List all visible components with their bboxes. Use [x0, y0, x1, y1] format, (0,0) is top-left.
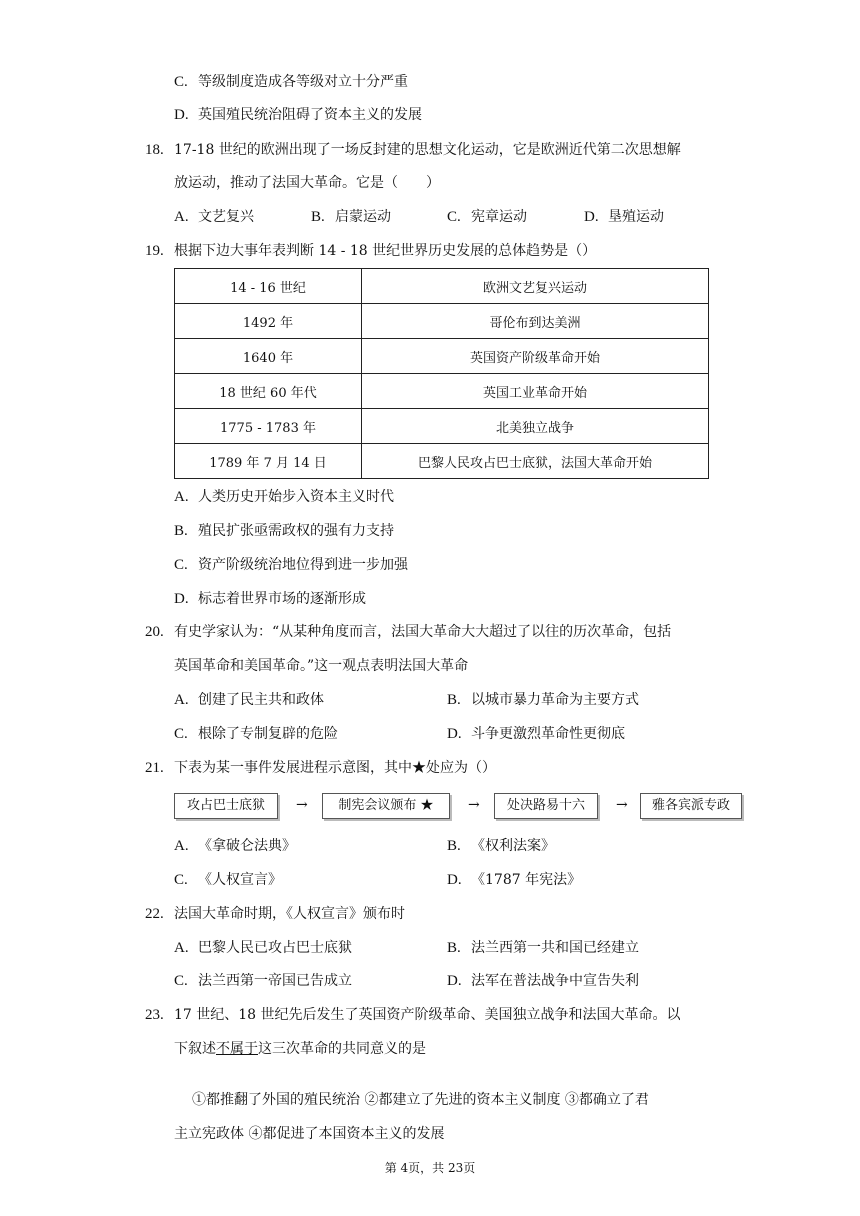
option-text: 斗争更激烈革命性更彻底 [471, 726, 625, 742]
q23-stem-line1: 17 世纪、18 世纪先后发生了英国资产阶级革命、美国独立战争和法国大革命。以 [174, 1007, 681, 1023]
option-text: 《1787 年宪法》 [471, 872, 582, 888]
q23-items-line1: ①都推翻了外国的殖民统治 ②都建立了先进的资本主义制度 ③都确立了君 [192, 1092, 649, 1108]
option-label: B. [447, 692, 461, 708]
option-text: 以城市暴力革命为主要方式 [471, 692, 639, 708]
option-text: 《拿破仑法典》 [198, 838, 296, 854]
q21-option-b [447, 836, 555, 856]
option-label: B. [174, 523, 188, 539]
q20-option-a [174, 690, 324, 710]
option-text: 《人权宣言》 [198, 872, 282, 888]
q19-number: 19. [145, 243, 164, 259]
table-cell-date: 1492 年 [175, 304, 362, 339]
option-label: C. [174, 872, 188, 888]
table-cell-date: 1775 - 1783 年 [175, 409, 362, 444]
stem-text: 下叙述 [174, 1041, 216, 1057]
q17-option-c [174, 72, 408, 92]
q18-option-c [447, 207, 527, 227]
page-footer: 第 4页，共 23页 [384, 1161, 476, 1175]
option-text: 资产阶级统治地位得到进一步加强 [198, 557, 408, 573]
option-text: 英国殖民统治阻碍了资本主义的发展 [198, 107, 422, 123]
flow-step-3: 处决路易十六 [494, 793, 598, 819]
option-text: 法兰西第一帝国已告成立 [198, 973, 352, 989]
option-text: 人类历史开始步入资本主义时代 [198, 489, 394, 505]
table-cell-date: 14 - 16 世纪 [175, 269, 362, 304]
q20-option-c [174, 724, 338, 744]
table-cell-date: 1789 年 7 月 14 日 [175, 444, 362, 479]
option-text: 宪章运动 [471, 209, 527, 225]
q21-option-a [174, 836, 296, 856]
option-label: C. [174, 74, 188, 90]
table-row [175, 339, 709, 374]
q21-option-d [447, 870, 581, 890]
option-text: 《权利法案》 [471, 838, 555, 854]
q23-stem-line2 [174, 1039, 426, 1059]
flow-arrow-icon: → [616, 797, 628, 813]
option-label: D. [447, 726, 462, 742]
option-label: D. [447, 872, 462, 888]
q20-number: 20. [145, 624, 164, 640]
option-label: A. [174, 940, 189, 956]
flow-step-1: 攻占巴士底狱 [174, 793, 278, 819]
q21-option-c [174, 870, 282, 890]
q20-option-d [447, 724, 625, 744]
option-label: C. [447, 209, 461, 225]
events-table [174, 268, 709, 479]
table-cell-date: 18 世纪 60 年代 [175, 374, 362, 409]
table-cell-event: 北美独立战争 [362, 409, 709, 444]
option-label: D. [447, 973, 462, 989]
option-label: D. [584, 209, 599, 225]
q22-option-d [447, 971, 639, 991]
option-text: 创建了民主共和政体 [198, 692, 324, 708]
q19-stem: 根据下边大事年表判断 14 - 18 世纪世界历史发展的总体趋势是（） [174, 243, 597, 259]
table-cell-event: 欧洲文艺复兴运动 [362, 269, 709, 304]
option-text: 巴黎人民已攻占巴士底狱 [198, 940, 352, 956]
option-text: 等级制度造成各等级对立十分严重 [198, 74, 408, 90]
table-cell-event: 英国资产阶级革命开始 [362, 339, 709, 374]
option-label: A. [174, 489, 189, 505]
stem-text: 这三次革命的共同意义的是 [258, 1041, 426, 1057]
q22-option-c [174, 971, 352, 991]
q17-option-d [174, 105, 422, 125]
q19-option-a [174, 487, 394, 507]
table-cell-date: 1640 年 [175, 339, 362, 374]
option-label: D. [174, 107, 189, 123]
q23-items-line2: 主立宪政体 ④都促进了本国资本主义的发展 [174, 1126, 445, 1142]
option-text: 法军在普法战争中宣告失利 [471, 973, 639, 989]
option-text: 垦殖运动 [608, 209, 664, 225]
option-text: 根除了专制复辟的危险 [198, 726, 338, 742]
table-cell-event: 巴黎人民攻占巴士底狱，法国大革命开始 [362, 444, 709, 479]
q19-option-b [174, 521, 394, 541]
q23-number: 23. [145, 1007, 164, 1023]
q18-number: 18. [145, 142, 164, 158]
q18-option-b [311, 207, 391, 227]
flow-arrow-icon: → [296, 797, 308, 813]
option-label: D. [174, 591, 189, 607]
option-label: A. [174, 692, 189, 708]
q18-option-d [584, 207, 664, 227]
option-label: B. [311, 209, 325, 225]
option-text: 标志着世界市场的逐渐形成 [198, 591, 366, 607]
flow-step-2: 制宪会议颁布 ★ [322, 793, 450, 819]
option-label: C. [174, 726, 188, 742]
table-row [175, 444, 709, 479]
q22-number: 22. [145, 906, 164, 922]
flow-arrow-icon: → [468, 797, 480, 813]
q18-stem-line1: 17-18 世纪的欧洲出现了一场反封建的思想文化运动，它是欧洲近代第二次思想解 [174, 142, 681, 158]
q19-option-d [174, 589, 366, 609]
table-row [175, 374, 709, 409]
q20-stem-line2: 英国革命和美国革命。”这一观点表明法国大革命 [174, 658, 469, 674]
option-text: 文艺复兴 [198, 209, 254, 225]
q18-stem-line2: 放运动，推动了法国大革命。它是（ ） [174, 175, 440, 191]
q18-option-a [174, 207, 254, 227]
option-text: 启蒙运动 [335, 209, 391, 225]
table-row [175, 269, 709, 304]
option-text: 法兰西第一共和国已经建立 [471, 940, 639, 956]
q20-option-b [447, 690, 639, 710]
table-row [175, 304, 709, 339]
option-label: A. [174, 209, 189, 225]
q22-option-a [174, 938, 352, 958]
q22-option-b [447, 938, 639, 958]
q21-stem: 下表为某一事件发展进程示意图，其中★处应为（） [174, 760, 496, 776]
table-row [175, 409, 709, 444]
option-label: B. [447, 940, 461, 956]
q22-stem: 法国大革命时期，《人权宣言》颁布时 [174, 906, 405, 922]
q21-number: 21. [145, 760, 164, 776]
table-cell-event: 英国工业革命开始 [362, 374, 709, 409]
option-label: A. [174, 838, 189, 854]
table-cell-event: 哥伦布到达美洲 [362, 304, 709, 339]
option-label: C. [174, 557, 188, 573]
option-label: B. [447, 838, 461, 854]
option-text: 殖民扩张亟需政权的强有力支持 [198, 523, 394, 539]
q19-option-c [174, 555, 408, 575]
flow-step-4: 雅各宾派专政 [640, 793, 742, 819]
stem-underlined-text: 不属于 [216, 1041, 258, 1057]
q20-stem-line1: 有史学家认为：“从某种角度而言，法国大革命大大超过了以往的历次革命，包括 [174, 624, 672, 640]
option-label: C. [174, 973, 188, 989]
